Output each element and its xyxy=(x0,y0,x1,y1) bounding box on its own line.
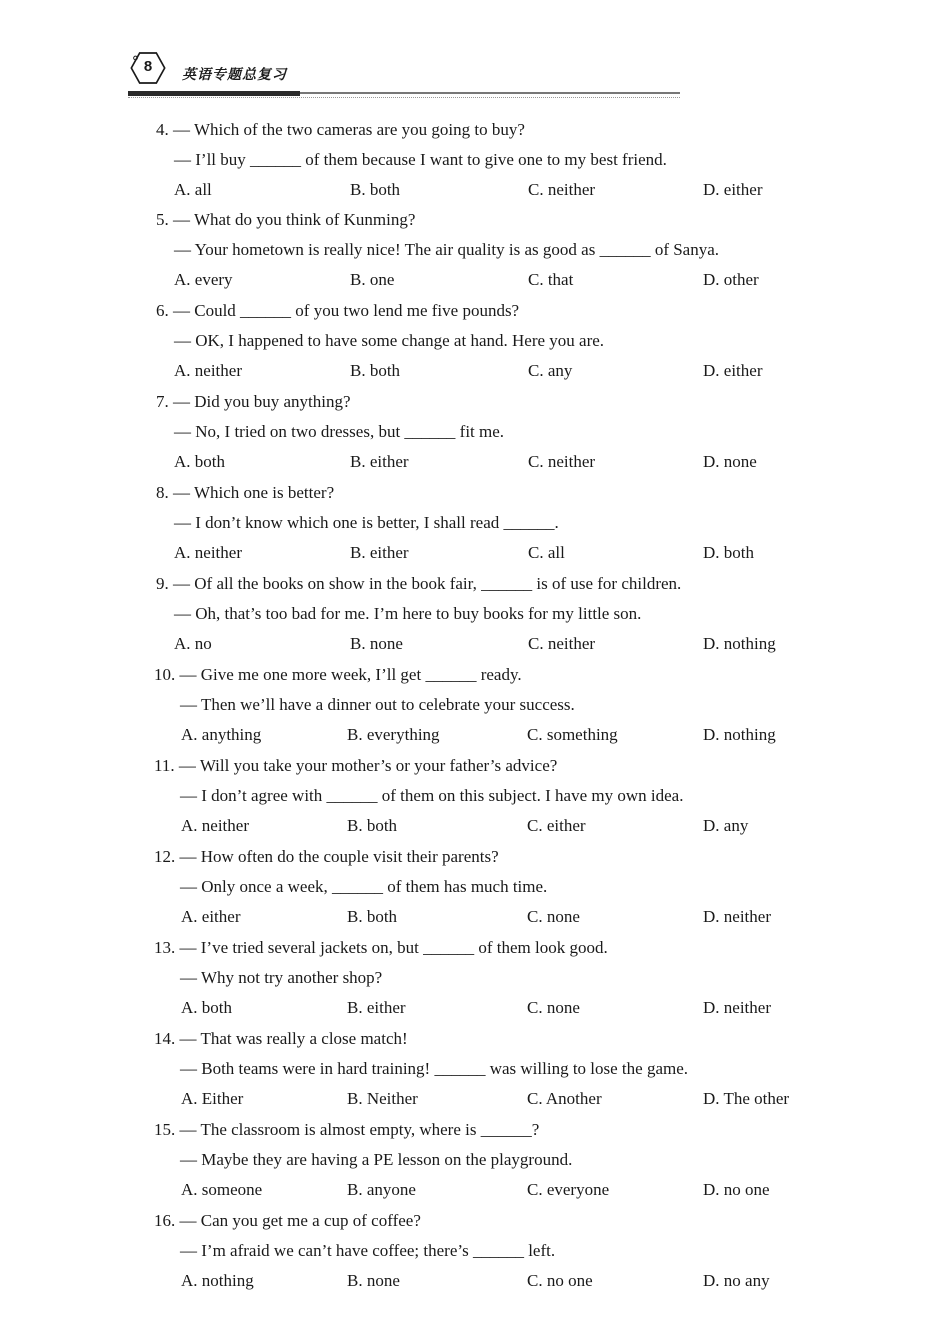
option-d: D. nothing xyxy=(703,725,776,744)
option-a: A. neither xyxy=(174,543,242,562)
question-9 xyxy=(0,574,941,665)
option-d: D. any xyxy=(703,816,749,835)
option-d: D. nothing xyxy=(703,634,776,653)
question-response: — No, I tried on two dresses, but ______ fit me. xyxy=(174,422,505,441)
option-a: A. neither xyxy=(181,816,249,835)
question-response: — Maybe they are having a PE lesson on the playground. xyxy=(180,1150,573,1169)
question-5 xyxy=(0,210,941,301)
option-b: B. Neither xyxy=(347,1089,418,1108)
question-11 xyxy=(0,756,941,847)
option-c: C. none xyxy=(527,998,580,1017)
question-number: 10. xyxy=(154,665,176,684)
question-prompt: — Of all the books on show in the book fair, ______ is of use for children. xyxy=(173,574,682,593)
question-response: — Your hometown is really nice! The air quality is as good as ______ of Sanya. xyxy=(174,240,720,259)
option-c: C. none xyxy=(527,907,580,926)
question-number: 16. xyxy=(154,1211,176,1230)
question-number: 11. xyxy=(154,756,175,775)
question-15 xyxy=(0,1120,941,1211)
option-c: C. everyone xyxy=(527,1180,610,1199)
question-prompt: — How often do the couple visit their parents? xyxy=(179,847,499,866)
question-16 xyxy=(0,1211,941,1302)
option-c: C. something xyxy=(527,725,618,744)
question-prompt: — Which one is better? xyxy=(173,483,335,502)
option-d: D. The other xyxy=(703,1089,790,1108)
option-c: C. Another xyxy=(527,1089,602,1108)
option-c: C. that xyxy=(528,270,574,289)
question-number: 7. xyxy=(156,392,169,411)
option-a: A. both xyxy=(174,452,225,471)
question-7 xyxy=(0,392,941,483)
option-a: A. either xyxy=(181,907,241,926)
option-d: D. no one xyxy=(703,1180,770,1199)
question-number: 9. xyxy=(156,574,169,593)
option-d: D. neither xyxy=(703,998,771,1017)
option-b: B. both xyxy=(350,180,401,199)
option-b: B. either xyxy=(350,452,409,471)
option-a: A. every xyxy=(174,270,233,289)
option-c: C. either xyxy=(527,816,586,835)
option-c: C. all xyxy=(528,543,565,562)
option-a: A. Either xyxy=(181,1089,244,1108)
question-response: — Then we’ll have a dinner out to celebrate your success. xyxy=(180,695,575,714)
option-d: D. none xyxy=(703,452,757,471)
question-response: — Both teams were in hard training! ______ was willing to lose the game. xyxy=(180,1059,689,1078)
option-b: B. both xyxy=(350,361,401,380)
question-number: 4. xyxy=(156,120,169,139)
page-number: 8 xyxy=(143,58,153,75)
option-b: B. both xyxy=(347,816,398,835)
option-c: C. any xyxy=(528,361,573,380)
option-a: A. both xyxy=(181,998,232,1017)
option-b: B. either xyxy=(347,998,406,1017)
question-response: — I don’t agree with ______ of them on this subject. I have my own idea. xyxy=(180,786,684,805)
option-b: B. none xyxy=(347,1271,400,1290)
question-prompt: — Did you buy anything? xyxy=(173,392,351,411)
option-d: D. either xyxy=(703,361,763,380)
question-number: 12. xyxy=(154,847,176,866)
question-6 xyxy=(0,301,941,392)
option-b: B. either xyxy=(350,543,409,562)
option-c: C. neither xyxy=(528,452,596,471)
question-prompt: — That was really a close match! xyxy=(179,1029,408,1048)
question-prompt: — The classroom is almost empty, where is ______? xyxy=(179,1120,540,1139)
option-a: A. no xyxy=(174,634,212,653)
option-d: D. no any xyxy=(703,1271,770,1290)
question-response: — I don’t know which one is better, I shall read ______. xyxy=(174,513,559,532)
question-number: 6. xyxy=(156,301,169,320)
question-response: — Only once a week, ______ of them has much time. xyxy=(180,877,548,896)
page-header-title: 英语专题总复习 xyxy=(182,67,287,83)
question-prompt: — Give me one more week, I’ll get ______ ready. xyxy=(179,665,522,684)
option-a: A. someone xyxy=(181,1180,263,1199)
question-prompt: — Which of the two cameras are you going to buy? xyxy=(173,120,525,139)
question-response: — I’m afraid we can’t have coffee; there’s ______ left. xyxy=(180,1241,556,1260)
option-b: B. one xyxy=(350,270,395,289)
question-response: — Why not try another shop? xyxy=(180,968,383,987)
question-prompt: — Could ______ of you two lend me five pounds? xyxy=(173,301,520,320)
question-response: — OK, I happened to have some change at hand. Here you are. xyxy=(174,331,605,350)
option-c: C. neither xyxy=(528,180,596,199)
question-10 xyxy=(0,665,941,756)
question-4 xyxy=(0,120,941,211)
option-a: A. nothing xyxy=(181,1271,254,1290)
option-d: D. both xyxy=(703,543,754,562)
question-prompt: — I’ve tried several jackets on, but ______ of them look good. xyxy=(179,938,608,957)
question-response: — I’ll buy ______ of them because I want to give one to my best friend. xyxy=(174,150,667,169)
question-14 xyxy=(0,1029,941,1120)
question-prompt: — What do you think of Kunming? xyxy=(173,210,416,229)
option-b: B. none xyxy=(350,634,403,653)
question-number: 8. xyxy=(156,483,169,502)
question-13 xyxy=(0,938,941,1029)
option-c: C. no one xyxy=(527,1271,593,1290)
option-b: B. both xyxy=(347,907,398,926)
question-number: 15. xyxy=(154,1120,176,1139)
question-response: — Oh, that’s too bad for me. I’m here to buy books for my little son. xyxy=(174,604,642,623)
option-a: A. neither xyxy=(174,361,242,380)
question-number: 14. xyxy=(154,1029,176,1048)
option-a: A. anything xyxy=(181,725,262,744)
option-d: D. either xyxy=(703,180,763,199)
option-a: A. all xyxy=(174,180,212,199)
option-d: D. other xyxy=(703,270,759,289)
question-8 xyxy=(0,483,941,574)
question-number: 5. xyxy=(156,210,169,229)
option-c: C. neither xyxy=(528,634,596,653)
question-prompt: — Can you get me a cup of coffee? xyxy=(179,1211,421,1230)
question-prompt: — Will you take your mother’s or your father’s advice? xyxy=(178,756,558,775)
question-number: 13. xyxy=(154,938,176,957)
option-d: D. neither xyxy=(703,907,771,926)
option-b: B. everything xyxy=(347,725,440,744)
option-b: B. anyone xyxy=(347,1180,416,1199)
question-12 xyxy=(0,847,941,938)
